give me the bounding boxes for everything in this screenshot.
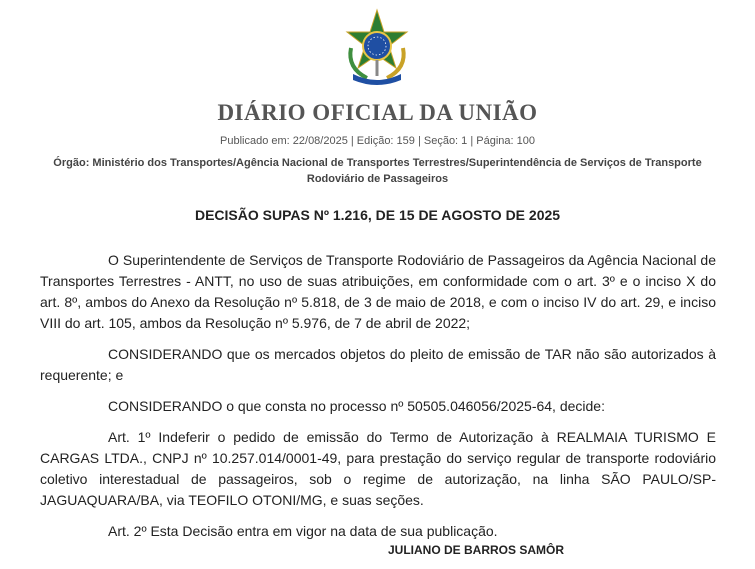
paragraph-considerando-1: CONSIDERANDO que os mercados objetos do pleito de emissão de TAR não são autorizados à requerente; e [40, 346, 716, 383]
brazil-coat-of-arms-icon [337, 8, 417, 86]
issuing-organ-label: Órgão: [53, 157, 90, 169]
decision-body [40, 250, 716, 552]
signature: JULIANO DE BARROS SAMÔR [388, 543, 565, 557]
paragraph-article-1: Art. 1º Indeferir o pedido de emissão do Termo de Autorização à REALMAIA TURISMO E CARGAS LTDA., CNPJ nº 10.257.014/0001-49, para prestação do serviço regular de transporte rodoviário coletivo interestadual de passageiros, sob o regime de autorização, na linha SÃO PAULO/SP-JAGUAQUARA/BA, via TEOFILO OTONI/MG, e suas seções. [40, 429, 716, 508]
paragraph-preamble: O Superintendente de Serviços de Transporte Rodoviário de Passageiros da Agência Nacional de Transportes Terrestres - ANTT, no uso de suas atribuições, em conformidade com o art. 3º e o inciso X do art. 8º, ambos do Anexo da Resolução nº 5.818, de 3 de maio de 2018, e com o inciso IV do art. 29, e inciso VIII do art. 105, ambos da Resolução nº 5.976, de 7 de abril de 2022; [40, 252, 716, 331]
newspaper-title: DIÁRIO OFICIAL DA UNIÃO [217, 100, 538, 125]
paragraph-article-2: Art. 2º Esta Decisão entra em vigor na data de sua publicação. [108, 523, 498, 539]
paragraph-considerando-2: CONSIDERANDO o que consta no processo nº 50505.046056/2025-64, decide: [108, 398, 605, 414]
publication-info: Publicado em: 22/08/2025 | Edição: 159 | Seção: 1 | Página: 100 [220, 135, 535, 147]
issuing-organ [40, 155, 715, 187]
decision-heading: DECISÃO SUPAS Nº 1.216, DE 15 DE AGOSTO DE 2025 [194, 207, 561, 223]
issuing-organ-text: Ministério dos Transportes/Agência Nacional de Transportes Terrestres/Superintendência de Serviços de Transporte Rodoviário de Passageiros [89, 157, 702, 185]
